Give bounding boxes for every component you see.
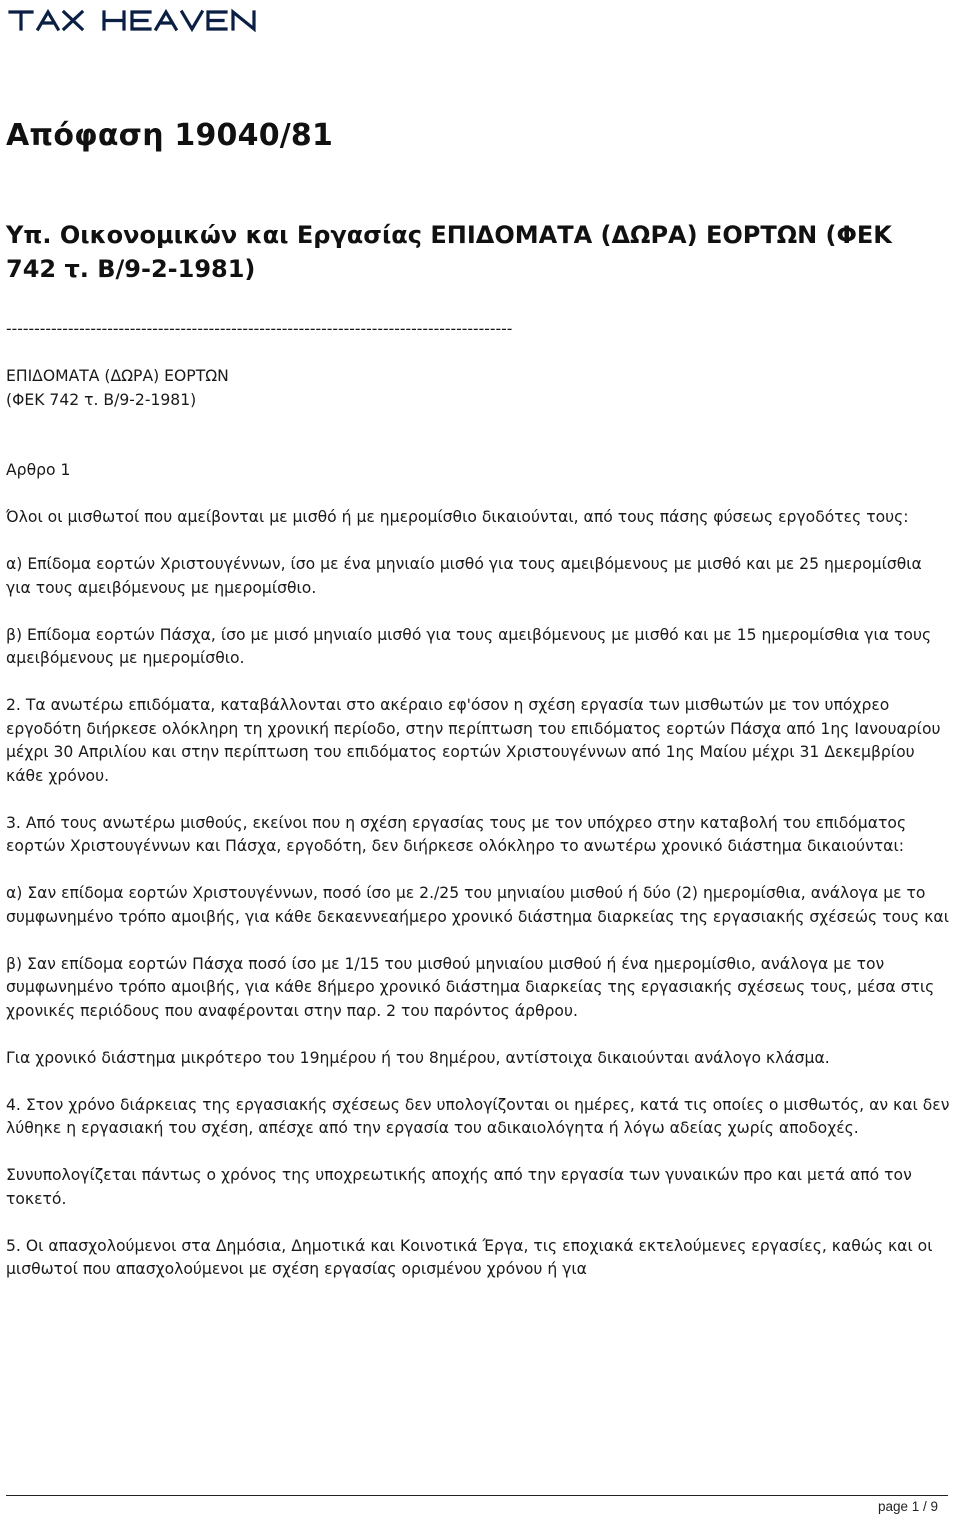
- paragraph: β) Επίδομα εορτών Πάσχα, ίσο με μισό μηνιαίο μισθό για τους αμειβόμενους με μισθό και με 15 ημερομίσθια για τους αμειβόμενους με ημερομίσθιο.: [6, 625, 932, 667]
- tax-heaven-logo: [8, 8, 258, 34]
- footer-divider: [6, 1495, 948, 1496]
- paragraph: Συνυπολογίζεται πάντως ο χρόνος της υποχρεωτικής αποχής από την εργασία των γυναικών προ και μετά από τον τοκετό.: [6, 1166, 912, 1208]
- page-number: page 1 / 9: [877, 1499, 938, 1514]
- document-title: Απόφαση 19040/81: [6, 118, 334, 153]
- paragraph: Όλοι οι μισθωτοί που αμείβονται με μισθό ή με ημερομίσθιο δικαιούνται, από τους πάσης φύσεως εργοδότες τους:: [6, 508, 909, 526]
- heading-line-2: (ΦΕΚ 742 τ. Β/9-2-1981): [6, 390, 197, 409]
- separator-line: ------------------------------------------------------------------------------------------: [6, 320, 513, 338]
- heading-line-1: ΕΠΙΔΟΜΑΤΑ (ΔΩΡΑ) ΕΟΡΤΩΝ: [6, 367, 229, 385]
- paragraph: α) Επίδομα εορτών Χριστουγέννων, ίσο με ένα μηνιαίο μισθό για τους αμειβόμενους με μισθό και με 25 ημερομίσθια για τους αμειβόμενους με ημερομίσθιο.: [6, 555, 922, 597]
- paragraph: 2. Τα ανωτέρω επιδόματα, καταβάλλονται στο ακέραιο εφ'όσον η σχέση εργασία των μισθωτών με τον υπόχρεο εργοδότη διήρκεσε ολόκληρη τη χρονική περίοδο, στην περίπτωση του επιδόματος εορτών Πάσχα από 1ης Ιανουαρίου μέχρι 30 Απριλίου και στην περίπτωση του επιδόματος εορτών Χριστουγέννων από 1ης Μαίου μέχρι 31 Δεκεμβρίου κάθε χρόνου.: [6, 696, 941, 785]
- paragraph: α) Σαν επίδομα εορτών Χριστουγέννων, ποσό ίσο με 2./25 του μηνιαίου μισθού ή δύο (2) ημερομίσθια, ανάλογα με το συμφωνημένο τρόπο αμοιβής, για κάθε δεκαεννεαήμερο χρονικό διάστημα διαρκείας της εργασιακής σχέσεώς τους και: [6, 884, 949, 926]
- logo-wordmark: [8, 8, 258, 32]
- paragraph: β) Σαν επίδομα εορτών Πάσχα ποσό ίσο με 1/15 του μισθού μηνιαίου μισθού ή ένα ημερομίσθιο, ανάλογα με τον συμφωνημένο τρόπο αμοιβής, για κάθε 8ήμερο χρονικό διάστημα διαρκείας της εργασιακής σχέσεως τους, μέσα στις χρονικές περιόδους που αναφέρονται στην παρ. 2 του παρόντος άρθρου.: [6, 954, 935, 1020]
- paragraph: Για χρονικό διάστημα μικρότερο του 19ημέρου ή του 8ημέρου, αντίστοιχα δικαιούνται ανάλογο κλάσμα.: [6, 1048, 830, 1067]
- paragraph: 3. Από τους ανωτέρω μισθούς, εκείνοι που η σχέση εργασίας τους με τον υπόχρεο στην καταβολή του επιδόματος εορτών Χριστουγέννων και Πάσχα, εργοδότη, δεν διήρκεσε ολόκληρο το ανωτέρω χρονικό διάστημα δικαιούνται:: [6, 813, 907, 855]
- document-body: [6, 318, 950, 1305]
- paragraph: 4. Στον χρόνο διάρκειας της εργασιακής σχέσεως δεν υπολογίζονται οι ημέρες, κατά τις οποίες ο μισθωτός, αν και δεν λύθηκε η εργασιακή του σχέση, απέσχε από την εργασία του αδικαιολόγητα ή λόγω αδείας χωρίς αποδοχές.: [6, 1095, 950, 1137]
- document-subtitle: Υπ. Οικονομικών και Εργασίας ΕΠΙΔΟΜΑΤΑ (ΔΩΡΑ) ΕΟΡΤΩΝ (ΦΕΚ 742 τ. Β/9-2-1981): [6, 221, 892, 283]
- paragraph: 5. Οι απασχολούμενοι στα Δημόσια, Δημοτικά και Κοινοτικά Έργα, τις εποχιακά εκτελούμενες εργασίες, καθώς και οι μισθωτοί που απασχολούμενοι με σχέση εργασίας ορισμένου χρόνου ή για: [6, 1236, 933, 1278]
- article-heading: Αρθρο 1: [6, 461, 71, 479]
